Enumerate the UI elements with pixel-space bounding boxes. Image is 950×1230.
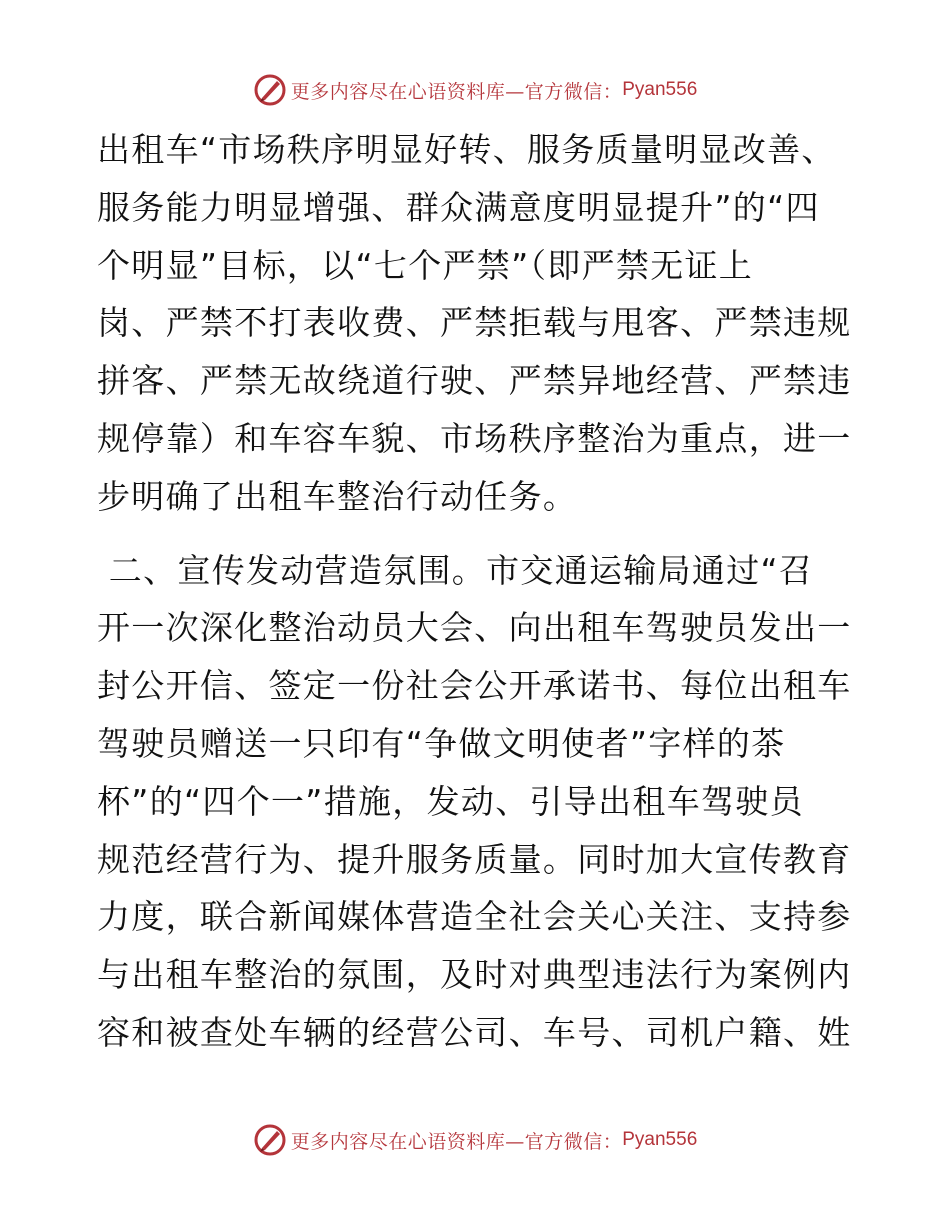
text-line: 容和被查处车辆的经营公司、车号、司机户籍、姓 [97,1012,852,1052]
text-line: 服务能力明显增强、群众满意度明显提升”的“四 [97,187,820,227]
watermark-id: Pyan556 [622,1129,698,1150]
watermark-banner-bottom [0,1120,950,1160]
quill-seal-icon [253,73,287,107]
paragraph-2 [97,542,857,1062]
text-line: 拼客、严禁无故绕道行驶、严禁异地经营、严禁违 [97,361,852,401]
text-line: 岗、严禁不打表收费、严禁拒载与甩客、严禁违规 [97,303,852,343]
quill-seal-icon [253,1123,287,1157]
text-line: 与出租车整治的氛围，及时对典型违法行为案例内 [97,955,852,995]
watermark-banner-top [0,70,950,110]
text-line: 二、宣传发动营造氛围。市交通运输局通过“召 [97,550,814,590]
text-line: 力度，联合新闻媒体营造全社会关心关注、支持参 [97,897,852,937]
text-line: 步明确了出租车整治行动任务。 [97,476,578,516]
watermark-text: 更多内容尽在心语资料库—官方微信： [290,80,623,103]
text-line: 封公开信、签定一份社会公开承诺书、每位出租车 [97,666,852,706]
text-line: 杯”的“四个一”措施，发动、引导出租车驾驶员 [97,781,804,821]
paragraph-gap [97,526,857,542]
text-line: 规范经营行为、提升服务质量。同时加大宣传教育 [97,839,852,879]
paragraph-1 [97,121,857,526]
text-line: 开一次深化整治动员大会、向出租车驾驶员发出一 [97,608,852,648]
text-line: 驾驶员赠送一只印有“争做文明使者”字样的茶 [97,723,786,763]
text-line: 个明显”目标，以“七个严禁”（即严禁无证上 [97,245,754,285]
document-body [97,121,857,1062]
text-line: 规停靠）和车容车貌、市场秩序整治为重点，进一 [97,418,852,458]
text-line: 出租车“市场秩序明显好转、服务质量明显改善、 [97,130,836,169]
watermark-id: Pyan556 [622,79,698,100]
watermark-text: 更多内容尽在心语资料库—官方微信： [290,1130,623,1153]
